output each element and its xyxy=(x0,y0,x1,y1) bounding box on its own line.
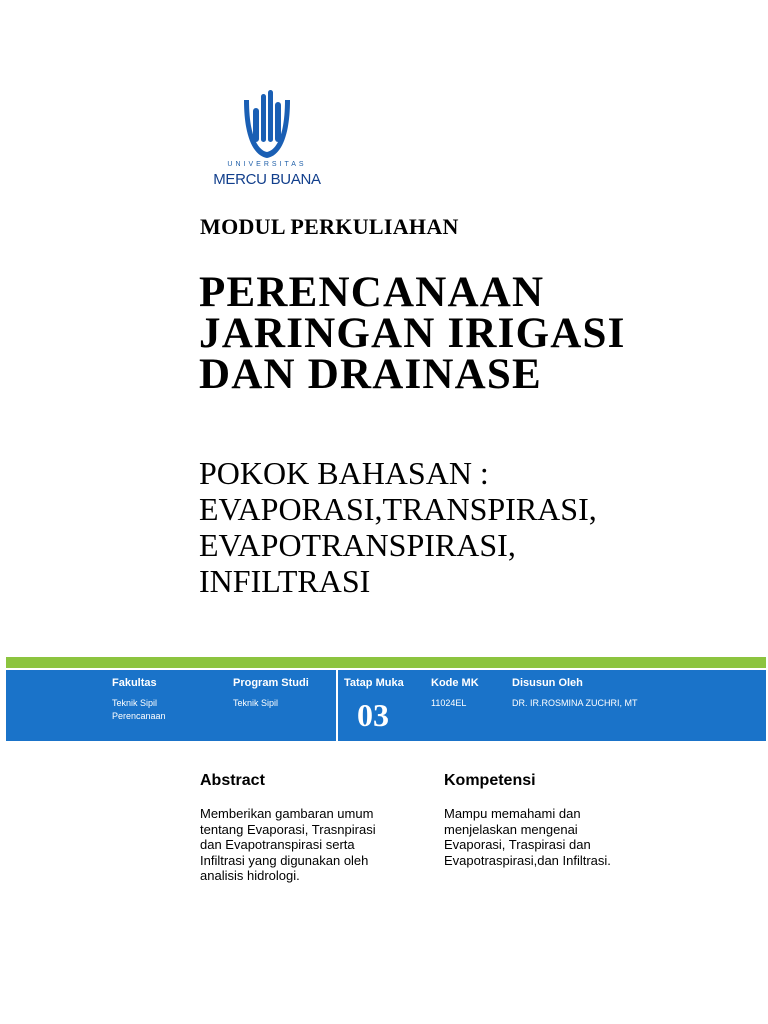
program-studi-label: Program Studi xyxy=(233,677,309,689)
course-info-band xyxy=(6,670,766,741)
abstract-heading: Abstract xyxy=(200,772,265,789)
course-title-line: PERENCANAAN xyxy=(199,269,545,316)
fakultas-label: Fakultas xyxy=(112,677,157,689)
tatap-muka-label: Tatap Muka xyxy=(344,677,404,689)
disusun-oleh-label: Disusun Oleh xyxy=(512,677,583,689)
topic-heading xyxy=(199,455,597,599)
kompetensi-line: Evapotraspirasi,dan Infiltrasi. xyxy=(444,852,611,868)
kompetensi-heading: Kompetensi xyxy=(444,772,536,789)
course-title-line: DAN DRAINASE xyxy=(199,351,542,398)
kompetensi-text xyxy=(444,806,674,868)
kompetensi-line: Evaporasi, Traspirasi dan xyxy=(444,837,591,852)
university-logo xyxy=(198,86,336,196)
logo-main-text: MERCU BUANA xyxy=(213,171,321,188)
kode-mk-label: Kode MK xyxy=(431,677,479,689)
course-title xyxy=(199,269,626,398)
abstract-line: Memberikan gambaran umum xyxy=(200,806,374,821)
kompetensi-line: Mampu memahami dan xyxy=(444,806,581,821)
kompetensi-line: menjelaskan mengenai xyxy=(444,821,578,837)
topic-line: INFILTRASI xyxy=(199,563,371,599)
kode-mk-value: 11024EL xyxy=(431,698,467,708)
program-studi-value: Teknik Sipil xyxy=(233,698,279,708)
fakultas-value-line: Perencanaan xyxy=(112,711,166,721)
topic-line: EVAPORASI,TRANSPIRASI, xyxy=(199,491,597,527)
abstract-line: analisis hidrologi. xyxy=(200,868,300,883)
abstract-line: dan Evapotranspirasi serta xyxy=(200,837,355,852)
course-title-line: JARINGAN IRIGASI xyxy=(199,310,626,357)
tatap-muka-value: 03 xyxy=(357,697,389,733)
abstract-text xyxy=(200,806,430,884)
fakultas-value-line: Teknik Sipil xyxy=(112,698,158,708)
logo-emblem-icon xyxy=(198,86,336,162)
fakultas-value xyxy=(112,697,166,723)
module-label: MODUL PERKULIAHAN xyxy=(200,214,459,239)
abstract-line: tentang Evaporasi, Trasnpirasi xyxy=(200,821,376,837)
logo-small-text: UNIVERSITAS xyxy=(227,161,307,168)
green-accent-bar xyxy=(6,657,766,668)
topic-line: EVAPOTRANSPIRASI, xyxy=(199,527,516,563)
band-divider xyxy=(336,670,338,741)
disusun-oleh-value: DR. IR.ROSMINA ZUCHRI, MT xyxy=(512,698,638,708)
abstract-line: Infiltrasi yang digunakan oleh xyxy=(200,852,369,868)
topic-line: POKOK BAHASAN : xyxy=(199,455,489,491)
